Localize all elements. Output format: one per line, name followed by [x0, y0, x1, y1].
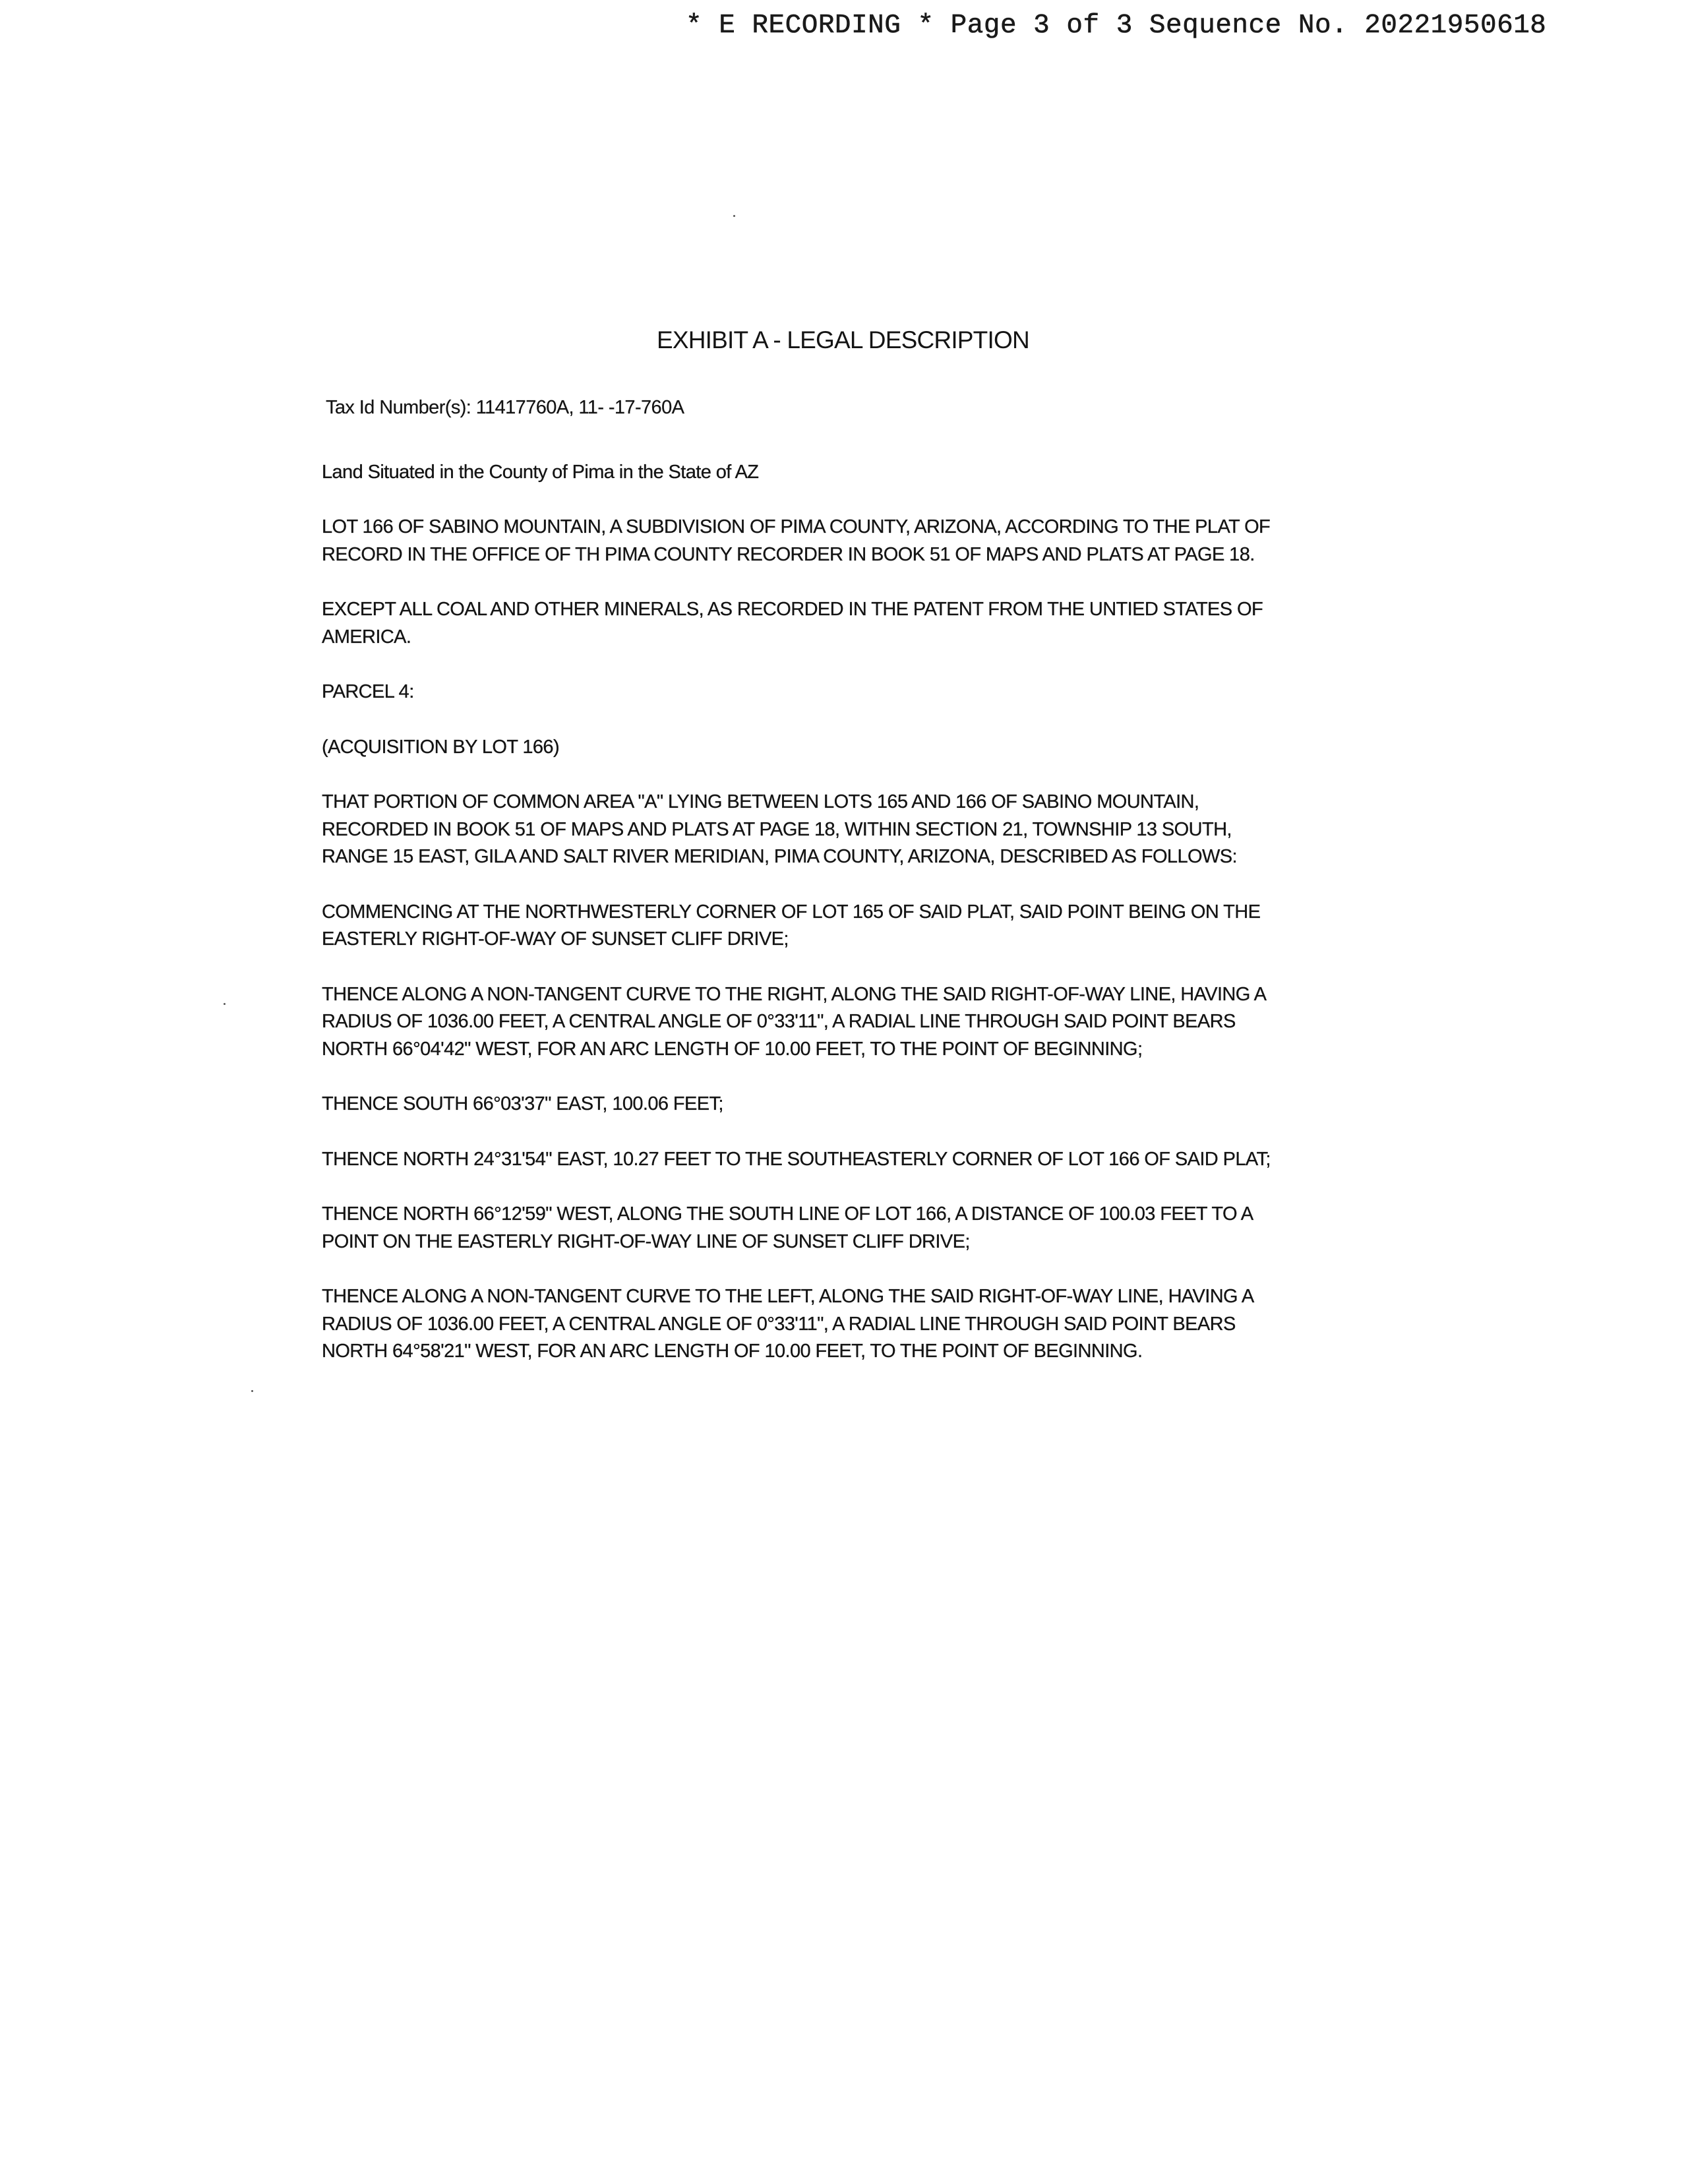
lot-description-paragraph: LOT 166 OF SABINO MOUNTAIN, A SUBDIVISION OF PIMA COUNTY, ARIZONA, ACCORDING TO THE PLAT OF RECORD IN THE OFFICE OF TH PIMA COUNTY RECORDER IN BOOK 51 OF MAPS AND PLATS AT PAGE 18. [322, 516, 1271, 565]
commencing-paragraph: COMMENCING AT THE NORTHWESTERLY CORNER OF LOT 165 OF SAID PLAT, SAID POINT BEING ON THE EASTERLY RIGHT-OF-WAY OF SUNSET CLIFF DRIVE; [322, 901, 1261, 950]
common-area-paragraph: THAT PORTION OF COMMON AREA "A" LYING BETWEEN LOTS 165 AND 166 OF SABINO MOUNTAIN, RECORDED IN BOOK 51 OF MAPS AND PLATS AT PAGE 18, WITHIN SECTION 21, TOWNSHIP 13 SOUTH, RANGE 15 EAST, GILA AND SALT RIVER MERIDIAN, PIMA COUNTY, ARIZONA, DESCRIBED AS FOLLOWS: [322, 791, 1237, 867]
thence-north-east-paragraph: THENCE NORTH 24°31'54" EAST, 10.27 FEET TO THE SOUTHEASTERLY CORNER OF LOT 166 OF SAID PLAT; [322, 1148, 1271, 1170]
thence-south-paragraph: THENCE SOUTH 66°03'37" EAST, 100.06 FEET; [322, 1093, 723, 1114]
curve-left-paragraph: THENCE ALONG A NON-TANGENT CURVE TO THE LEFT, ALONG THE SAID RIGHT-OF-WAY LINE, HAVING A RADIUS OF 1036.00 FEET, A CENTRAL ANGLE OF 0°33'11", A RADIAL LINE THROUGH SAID POINT BEARS NORTH 64°58'21" WEST, FOR AN ARC LENGTH OF 10.00 FEET, TO THE POINT OF BEGINNING. [322, 1286, 1253, 1362]
thence-north-west-paragraph: THENCE NORTH 66°12'59" WEST, ALONG THE SOUTH LINE OF LOT 166, A DISTANCE OF 100.03 FEET TO A POINT ON THE EASTERLY RIGHT-OF-WAY LINE OF SUNSET CLIFF DRIVE; [322, 1203, 1252, 1252]
scan-speck [733, 215, 735, 217]
scan-speck [251, 1390, 253, 1392]
legal-description-document [322, 326, 1298, 1393]
scan-speck [224, 1003, 226, 1005]
tax-id-numbers: Tax Id Number(s): 11417760A, 11- -17-760A [326, 397, 684, 418]
acquisition-note: (ACQUISITION BY LOT 166) [322, 736, 560, 758]
mineral-exception-paragraph: EXCEPT ALL COAL AND OTHER MINERALS, AS RECORDED IN THE PATENT FROM THE UNTIED STATES OF AMERICA. [322, 599, 1263, 648]
land-situated-paragraph: Land Situated in the County of Pima in the State of AZ [322, 461, 759, 483]
curve-right-paragraph: THENCE ALONG A NON-TANGENT CURVE TO THE RIGHT, ALONG THE SAID RIGHT-OF-WAY LINE, HAVING A RADIUS OF 1036.00 FEET, A CENTRAL ANGLE OF 0°33'11", A RADIAL LINE THROUGH SAID POINT BEARS NORTH 66°04'42" WEST, FOR AN ARC LENGTH OF 10.00 FEET, TO THE POINT OF BEGINNING; [322, 983, 1265, 1060]
recording-header-stamp: * E RECORDING * Page 3 of 3 Sequence No. 20221950618 [686, 11, 1547, 41]
parcel-heading: PARCEL 4: [322, 681, 414, 702]
exhibit-title: EXHIBIT A - LEGAL DESCRIPTION [657, 326, 1029, 353]
